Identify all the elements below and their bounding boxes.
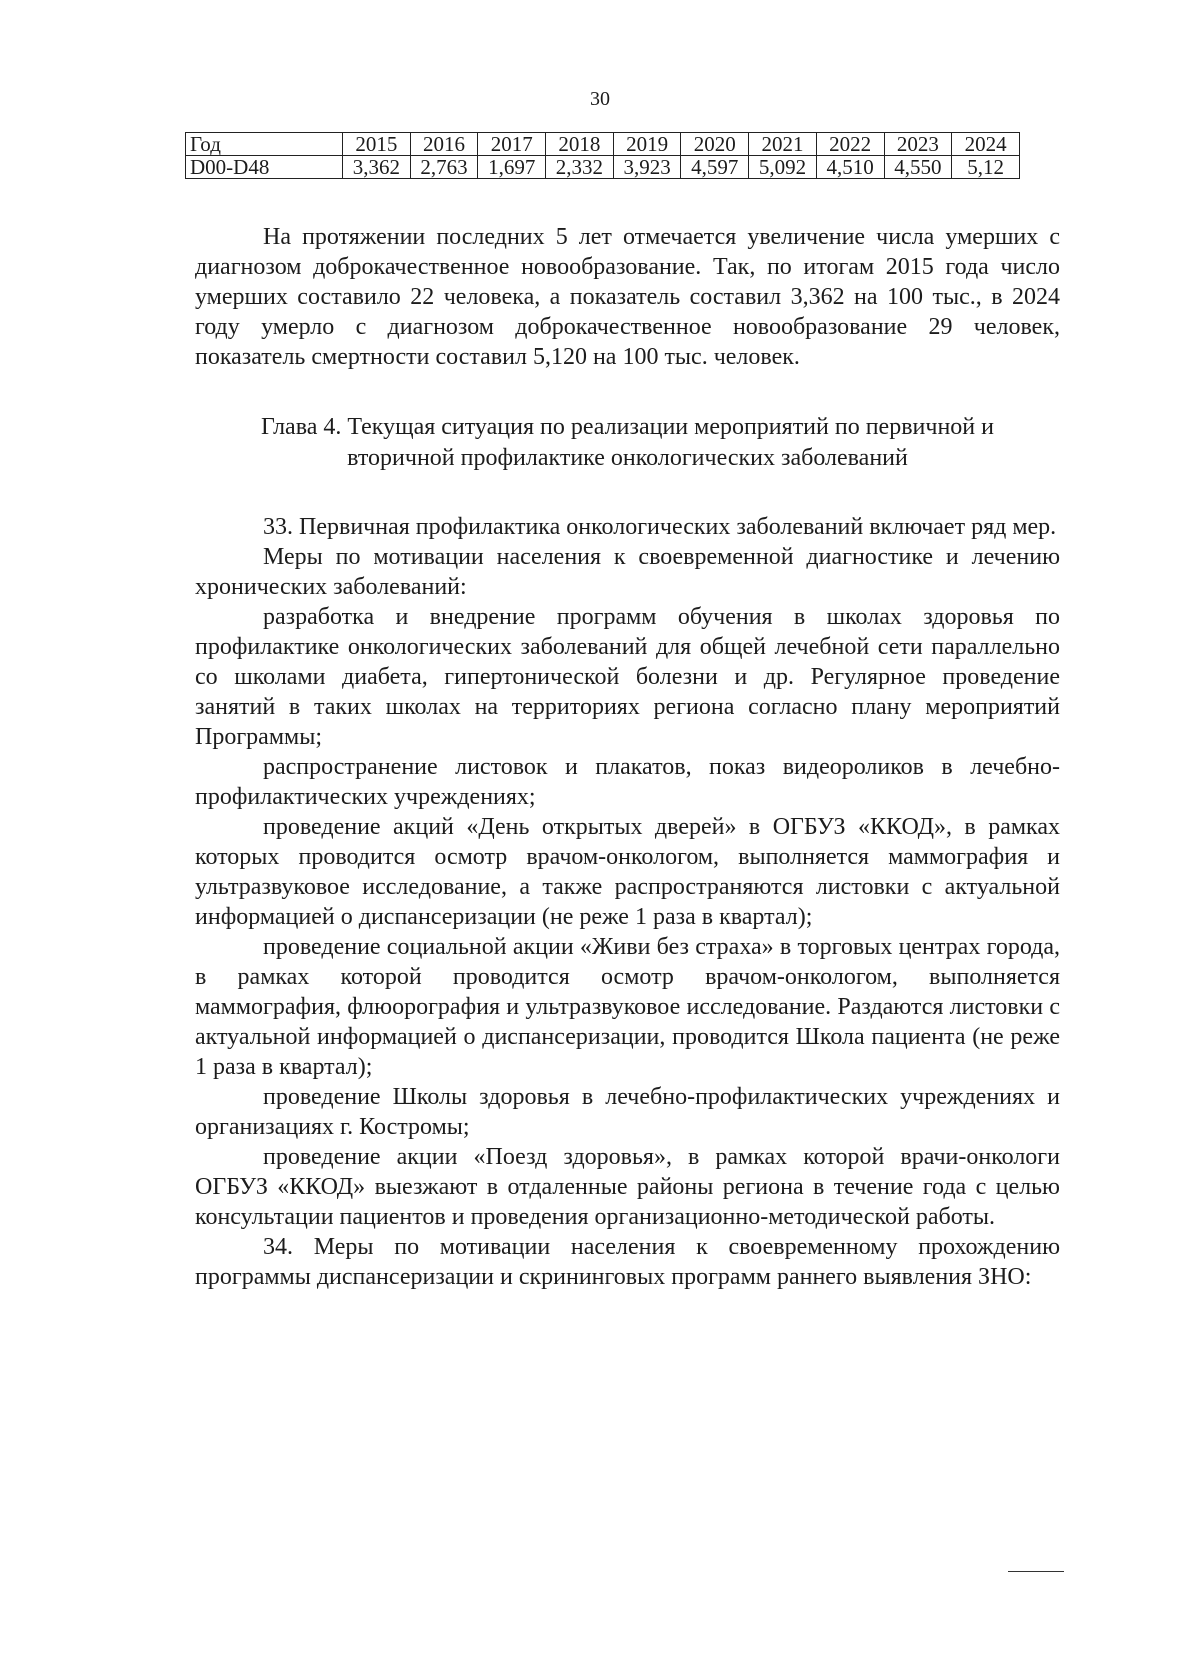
intro-paragraph: На протяжении последних 5 лет отмечается увеличение числа умерших с диагнозом доброкачественное новообразование. Так, по итогам 2015 года число умерших составило 22 человека, а показатель составил 3,362 на 100 тыс., в 2024 году умерло с диагнозом доброкачественное новообразование 29 человек, показатель смертности составил 5,120 на 100 тыс. человек. — [195, 224, 1060, 370]
table-value-cell: 5,092 — [749, 156, 817, 179]
table-year-cell: 2024 — [952, 133, 1020, 156]
footer-rule — [1008, 1571, 1064, 1572]
list-item: проведение акций «День открытых дверей» в ОГБУЗ «ККОД», в рамках которых проводится осмотр врачом-онкологом, выполняется маммография и ультразвуковое исследование, а также распространяются листовки с актуальной информацией о диспансеризации (не реже 1 раза в квартал); — [195, 814, 1060, 930]
table-value-cell: 4,510 — [816, 156, 884, 179]
list-item: проведение Школы здоровья в лечебно-профилактических учреждениях и организациях г. Костромы; — [195, 1084, 1060, 1140]
list-item: проведение социальной акции «Живи без страха» в торговых центрах города, в рамках которой проводится осмотр врачом-онкологом, выполняется маммография, флюорография и ультразвуковое исследование. Раздаются листовки с актуальной информацией о диспансеризации, проводится Школа пациента (не реже 1 раза в квартал); — [195, 934, 1060, 1080]
table-value-cell: 3,362 — [343, 156, 411, 179]
table-value-cell: 5,12 — [952, 156, 1020, 179]
chapter-title-line: вторичной профилактике онкологических заболеваний — [347, 445, 908, 471]
document-body — [195, 222, 1060, 1292]
table-year-cell: 2016 — [410, 133, 478, 156]
table-row — [186, 156, 1020, 179]
table-year-cell: 2017 — [478, 133, 546, 156]
table-value-cell: 4,597 — [681, 156, 749, 179]
table-year-cell: 2020 — [681, 133, 749, 156]
page-number: 30 — [590, 88, 610, 110]
chapter-title — [195, 412, 1060, 474]
table-year-cell: 2019 — [613, 133, 681, 156]
table-year-cell: 2023 — [884, 133, 952, 156]
list-item: разработка и внедрение программ обучения в школах здоровья по профилактике онкологических заболеваний для общей лечебной сети параллельно со школами диабета, гипертонической болезни и др. Регулярное проведение занятий в таких школах на территориях региона согласно плану мероприятий Программы; — [195, 604, 1060, 750]
table-value-cell: 4,550 — [884, 156, 952, 179]
table-header-row — [186, 133, 1020, 156]
list-item: распространение листовок и плакатов, показ видеороликов в лечебно-профилактических учреждениях; — [195, 754, 1060, 810]
table-year-cell: 2022 — [816, 133, 884, 156]
table-year-cell: 2021 — [749, 133, 817, 156]
table-value-cell: 3,923 — [613, 156, 681, 179]
paragraph-33: 33. Первичная профилактика онкологических заболеваний включает ряд мер. — [263, 514, 1057, 540]
mortality-table — [185, 132, 1020, 179]
table-header-label: Год — [186, 133, 343, 156]
table-value-cell: 1,697 — [478, 156, 546, 179]
table-value-cell: 2,763 — [410, 156, 478, 179]
table-value-cell: 2,332 — [546, 156, 614, 179]
table-year-cell: 2015 — [343, 133, 411, 156]
table-year-cell: 2018 — [546, 133, 614, 156]
paragraph: Меры по мотивации населения к своевременной диагностике и лечению хронических заболеваний: — [195, 544, 1060, 600]
table-row-label: D00-D48 — [186, 156, 343, 179]
list-item: проведение акции «Поезд здоровья», в рамках которой врачи-онкологи ОГБУЗ «ККОД» выезжают в отдаленные районы региона в течение года с целью консультации пациентов и проведения организационно-методической работы. — [195, 1144, 1060, 1230]
chapter-title-line: Глава 4. Текущая ситуация по реализации мероприятий по первичной и — [261, 414, 994, 440]
paragraph-34: 34. Меры по мотивации населения к своевременному прохождению программы диспансеризации и скрининговых программ раннего выявления ЗНО: — [195, 1234, 1060, 1290]
